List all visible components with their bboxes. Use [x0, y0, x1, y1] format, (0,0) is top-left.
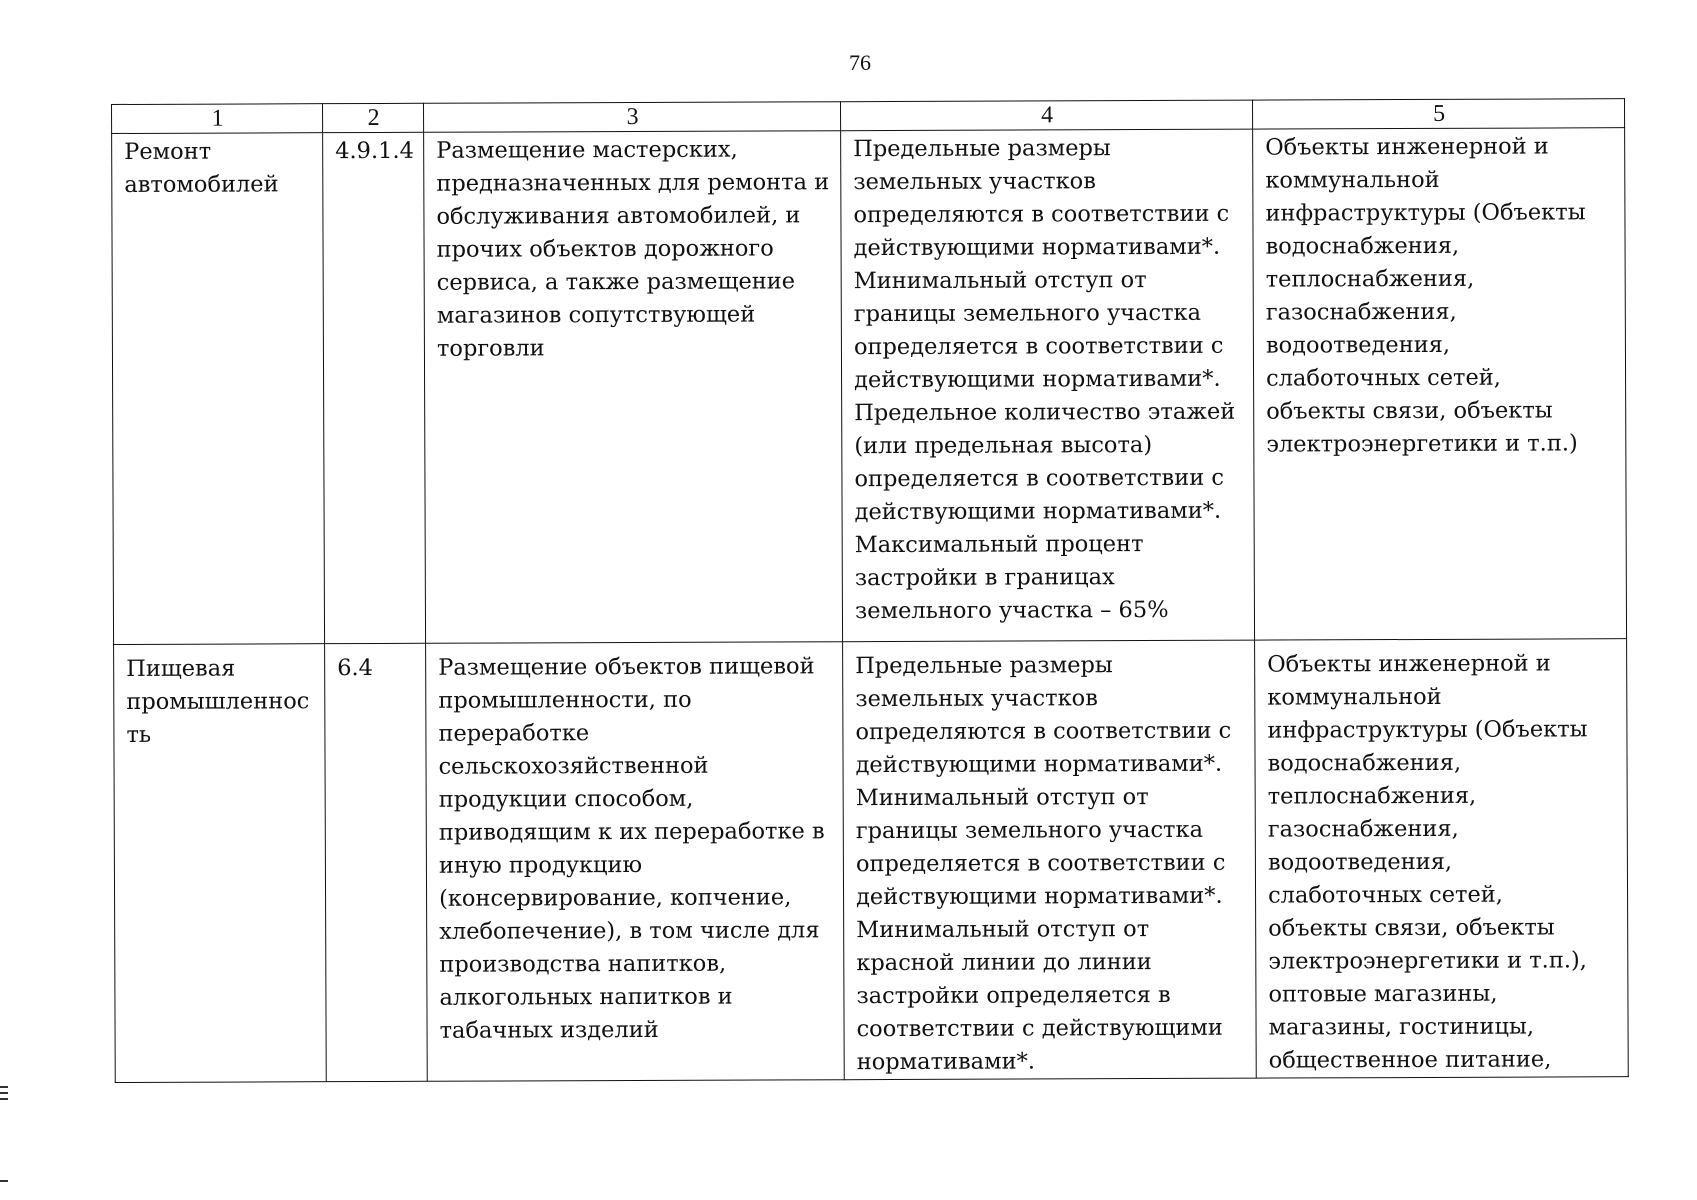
scan-edge-mark	[0, 1098, 8, 1100]
column-header: 5	[1252, 99, 1624, 129]
description-cell: Размещение мастерских, предназначенных для ремонта и обслуживания автомобилей, и прочих объектов дорожного сервиса, а также размещение магазинов сопутствующей торговли	[424, 131, 843, 644]
auxiliary-uses-cell: Объекты инженерной и коммунальной инфраструктуры (Объекты водоснабжения, теплоснабжения, газоснабжения, водоотведения, слаботочных сетей, объекты связи, объекты электроэнергетики и т.п.), оптовые магазины, магазины, гостиницы, общественное питание,	[1255, 639, 1629, 1078]
table-row	[112, 128, 1627, 645]
description-cell: Размещение объектов пищевой промышленности, по переработке сельскохозяйственной продукции способом, приводящим к их переработке в иную продукцию (консервирование, копчение, хлебопечение), в том числе для производства напитков, алкогольных напитков и табачных изделий	[426, 642, 845, 1082]
table-row	[114, 639, 1629, 1083]
column-header: 1	[112, 104, 323, 134]
scan-edge-mark	[0, 1180, 8, 1182]
use-name-cell: Пищевая промышленнос ть	[114, 644, 327, 1083]
column-header: 2	[323, 103, 424, 132]
scan-edge-mark	[0, 1086, 8, 1088]
parameters-cell: Предельные размеры земельных участков определяются в соответствии с действующими нормативами*. Минимальный отступ от границы земельного участка определяется в соответствии с действующими нормативами*. Предельное количество этажей (или предельная высота) определяется в соответствии с действующими нормативами*. Максимальный процент застройки в границах земельного участка – 65%	[841, 129, 1255, 642]
page-number: 76	[849, 50, 871, 75]
parameters-cell: Предельные размеры земельных участков определяются в соответствии с действующими нормативами*. Минимальный отступ от границы земельного участка определяется в соответствии с действующими нормативами*. Минимальный отступ от красной линии до линии застройки определяется в соответствии с действующими нормативами*.	[843, 640, 1257, 1080]
land-use-table	[111, 98, 1629, 1083]
use-name-cell: Ремонт автомобилей	[112, 133, 325, 645]
scan-edge-mark	[0, 1092, 8, 1094]
column-header: 3	[423, 102, 840, 133]
use-code-cell: 4.9.1.4	[323, 132, 426, 643]
auxiliary-uses-cell: Объекты инженерной и коммунальной инфраструктуры (Объекты водоснабжения, теплоснабжения, газоснабжения, водоотведения, слаботочных сетей, объекты связи, объекты электроэнергетики и т.п.)	[1253, 128, 1627, 640]
use-code-cell: 6.4	[325, 643, 428, 1081]
column-header: 4	[840, 100, 1252, 131]
